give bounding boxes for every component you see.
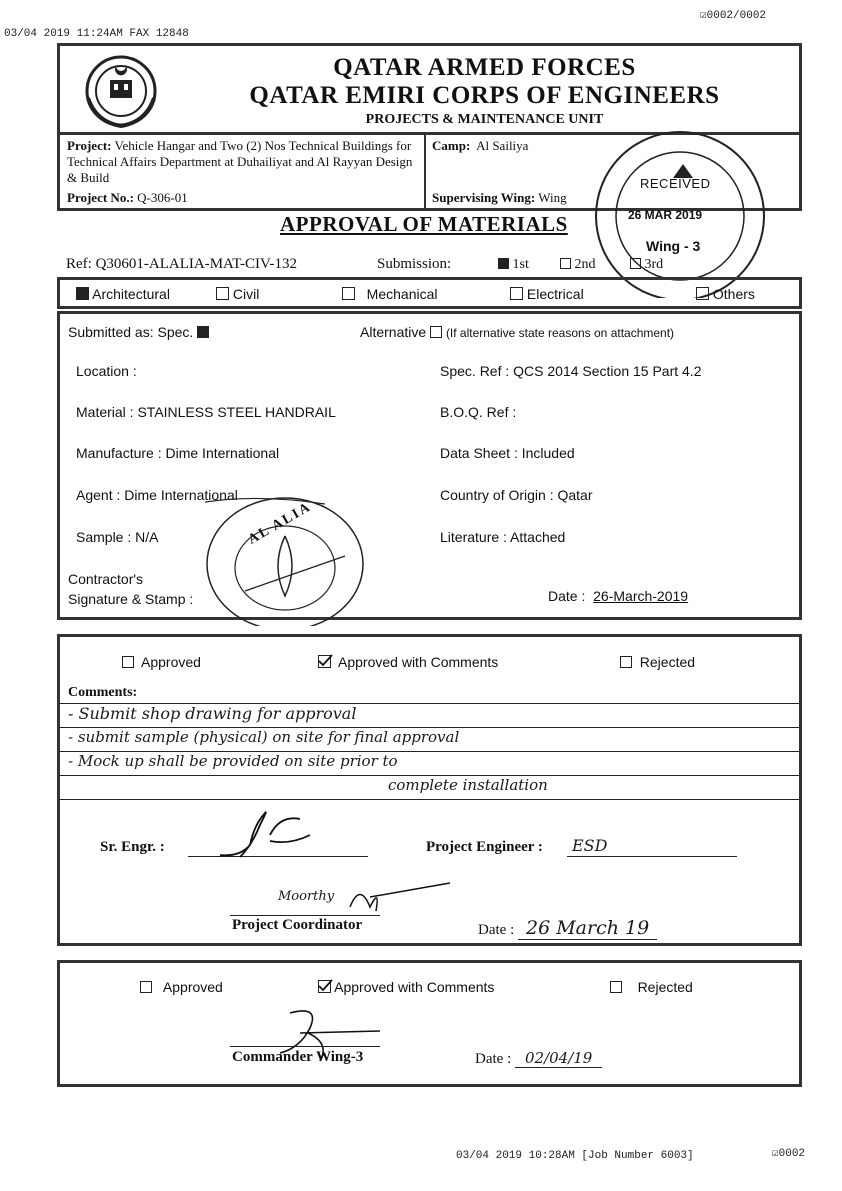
checkbox-checked-icon bbox=[76, 287, 89, 300]
manufacture: Manufacture : Dime International bbox=[76, 445, 280, 461]
boq-ref: B.O.Q. Ref : bbox=[440, 404, 517, 420]
comments-label: Comments: bbox=[68, 685, 138, 700]
material: Material : STAINLESS STEEL HANDRAIL bbox=[76, 404, 336, 420]
contractor-signature-label: Contractor's Signature & Stamp : bbox=[68, 571, 194, 607]
checkbox-icon bbox=[610, 981, 622, 993]
checkbox-icon bbox=[560, 258, 571, 269]
contractor-date: Date : 26-March-2019 bbox=[548, 588, 689, 604]
review2-rejected[interactable]: Rejected bbox=[610, 979, 693, 995]
project-engineer-label: Project Engineer : bbox=[426, 839, 543, 855]
sr-engr-label: Sr. Engr. : bbox=[100, 839, 165, 855]
comment-line: - Submit shop drawing for approval bbox=[68, 704, 357, 723]
discipline-mechanical[interactable]: Mechanical bbox=[342, 286, 438, 302]
checkbox-icon bbox=[510, 287, 523, 300]
country-of-origin: Country of Origin : Qatar bbox=[440, 487, 593, 503]
project-engineer-signature: ESD bbox=[572, 836, 608, 855]
contractor-stamp: AL ALIA bbox=[205, 496, 365, 626]
discipline-architectural[interactable]: Architectural bbox=[76, 286, 170, 302]
disciplines-box bbox=[57, 277, 802, 309]
coordinator-signature: Moorthy bbox=[278, 889, 335, 904]
commander-label: Commander Wing-3 bbox=[232, 1049, 364, 1065]
review1-date: Date : 26 March 19 bbox=[478, 917, 657, 939]
header-box bbox=[57, 43, 802, 135]
checkbox-icon bbox=[696, 287, 709, 300]
form-title: APPROVAL OF MATERIALS bbox=[280, 212, 568, 236]
discipline-electrical[interactable]: Electrical bbox=[510, 286, 584, 302]
fax-footer: 03/04 2019 10:28AM [Job Number 6003] bbox=[456, 1150, 694, 1162]
checkbox-checked-icon bbox=[197, 326, 209, 338]
org-unit: PROJECTS & MAINTENANCE UNIT bbox=[365, 112, 604, 127]
reference-number: Ref: Q30601-ALALIA-MAT-CIV-132 bbox=[66, 256, 297, 272]
checkbox-icon bbox=[620, 656, 632, 668]
literature: Literature : Attached bbox=[440, 529, 566, 545]
discipline-civil[interactable]: Civil bbox=[216, 286, 259, 302]
received-stamp: RECEIVED 26 MAR 2019 Wing - 3 bbox=[588, 128, 778, 298]
details-box bbox=[57, 311, 802, 620]
sample: Sample : N/A bbox=[76, 529, 159, 545]
submission-3[interactable]: 3rd bbox=[630, 257, 663, 273]
location: Location : bbox=[76, 363, 137, 379]
submission-label: Submission: bbox=[377, 256, 452, 272]
review2-approved-with-comments[interactable]: Approved with Comments bbox=[318, 979, 494, 995]
supervising-wing: Supervising Wing: Wing bbox=[432, 190, 567, 205]
discipline-others[interactable]: Others bbox=[696, 286, 755, 302]
project-number: Project No.: Q-306-01 bbox=[67, 190, 188, 205]
comment-line: - submit sample (physical) on site for final approval bbox=[68, 728, 460, 746]
org-subtitle: QATAR EMIRI CORPS OF ENGINEERS bbox=[249, 82, 720, 109]
checkbox-icon bbox=[122, 656, 134, 668]
review1-approved-with-comments[interactable]: Approved with Comments bbox=[318, 654, 498, 670]
review1-rejected[interactable]: Rejected bbox=[620, 654, 695, 670]
org-title: QATAR ARMED FORCES bbox=[333, 54, 636, 81]
camp: Camp: Al Sailiya bbox=[432, 138, 529, 153]
checkbox-icon bbox=[140, 981, 152, 993]
checkbox-icon bbox=[342, 287, 355, 300]
data-sheet: Data Sheet : Included bbox=[440, 445, 575, 461]
submission-2[interactable]: 2nd bbox=[560, 257, 596, 273]
submission-1[interactable]: 1st bbox=[498, 257, 529, 273]
checkbox-icon bbox=[630, 258, 641, 269]
submitted-as: Submitted as: Spec. bbox=[68, 324, 209, 340]
review2-box bbox=[57, 960, 802, 1087]
checkbox-ticked-icon bbox=[318, 655, 331, 668]
agent: Agent : Dime International bbox=[76, 487, 238, 503]
checkbox-icon bbox=[430, 326, 442, 338]
fax-footer-page: ☑0002 bbox=[772, 1148, 806, 1160]
project-coordinator-label: Project Coordinator bbox=[232, 917, 363, 933]
checkbox-ticked-icon bbox=[318, 980, 331, 993]
checkbox-checked-icon bbox=[498, 258, 509, 269]
spec-ref: Spec. Ref : QCS 2014 Section 15 Part 4.2 bbox=[440, 363, 702, 379]
comment-line: - Mock up shall be provided on site prior to bbox=[68, 752, 398, 770]
checkbox-icon bbox=[216, 287, 229, 300]
project-description: Project: Vehicle Hangar and Two (2) Nos Technical Buildings for Technical Affairs Department at Duhailiyat and Al Rayyan Design & Build bbox=[67, 138, 413, 185]
fax-page-top: ☑0002/0002 bbox=[700, 10, 767, 22]
sr-engr-signature bbox=[210, 805, 320, 870]
comment-line: complete installation bbox=[388, 776, 548, 794]
fax-header-top: 03/04 2019 11:24AM FAX 12848 bbox=[4, 28, 189, 40]
alternative[interactable]: Alternative (If alternative state reasons on attachment) bbox=[360, 324, 675, 340]
review1-box bbox=[57, 634, 802, 946]
review2-date: Date : 02/04/19 bbox=[475, 1049, 602, 1068]
review2-approved[interactable]: Approved bbox=[140, 979, 223, 995]
review1-approved[interactable]: Approved bbox=[122, 654, 201, 670]
